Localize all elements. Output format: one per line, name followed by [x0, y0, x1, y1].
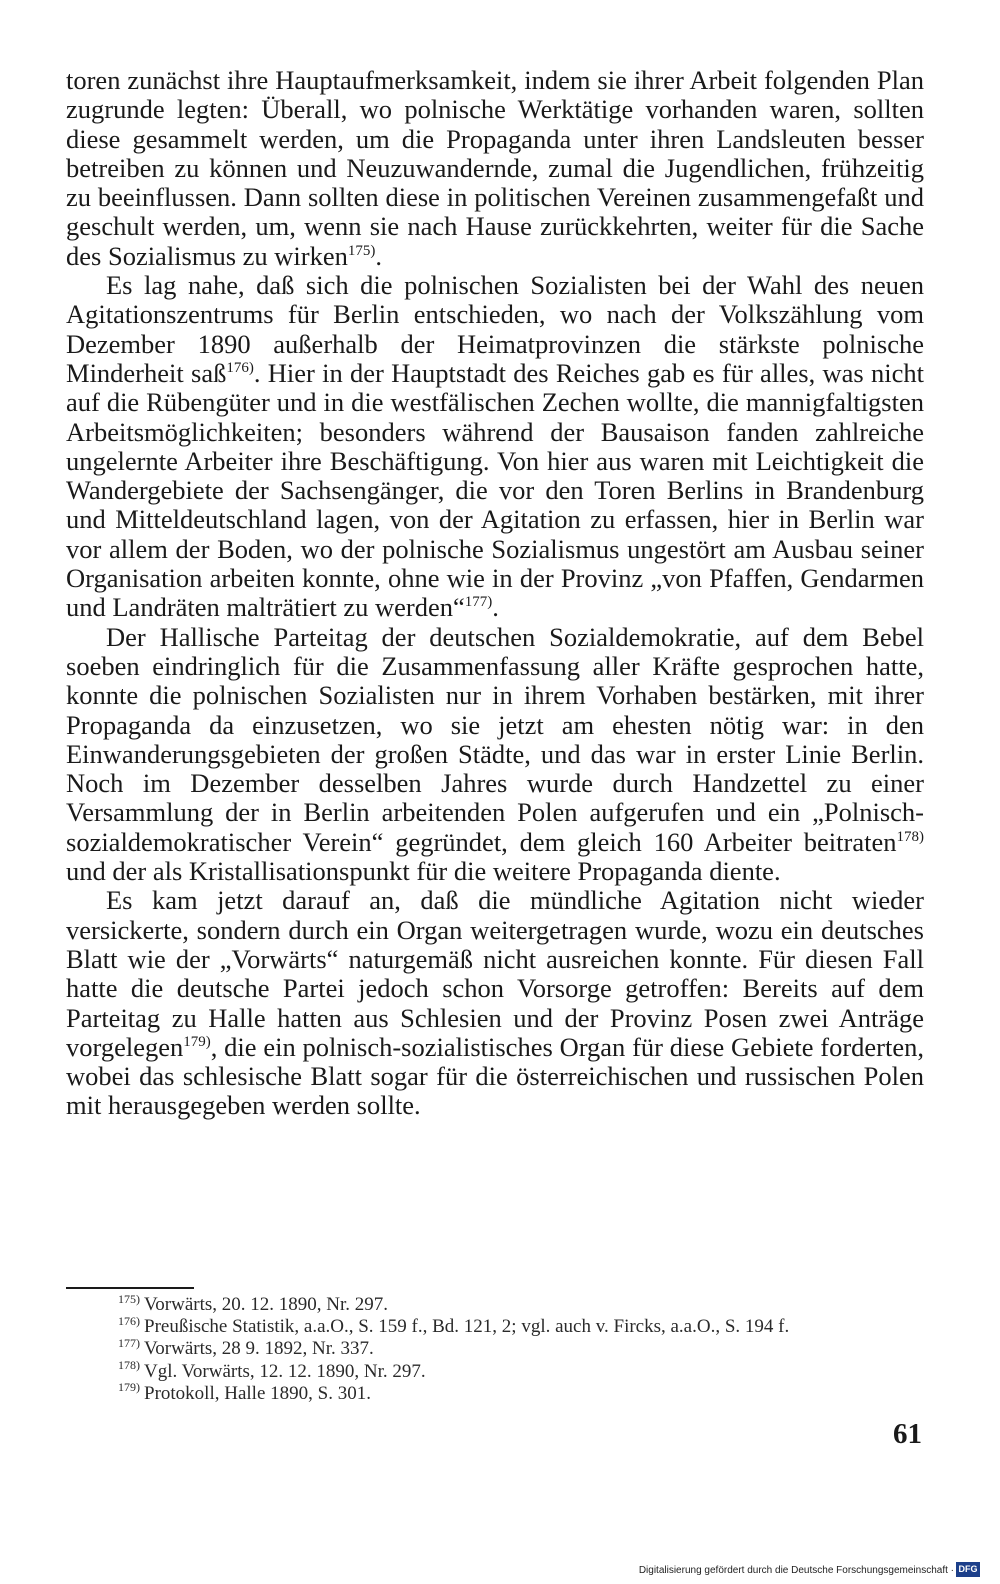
footnote-175 — [66, 1291, 924, 1316]
footnote-ref-178[interactable]: 178) — [896, 828, 924, 845]
footnotes — [66, 1291, 924, 1405]
paragraph-text: Der Hallische Parteitag der deutschen Sozialdemokratie, auf dem Bebel soeben eindringlich für die Zusammenfassung aller Kräfte gesprochen hatte, konnte die polnischen Sozialisten nur in ihrem Vorhaben bestärken, mit ihrer Propaganda da einzusetzen, wo sie jetzt am ehesten nötig war: in den Einwanderungsgebieten der großen Städte, und das war in erster Linie Berlin. Noch im Dezember desselben Jahres wurde durch Handzettel zu einer Versammlung der in Berlin arbeitenden Polen aufgerufen und ein „Polnisch-sozialdemokratischer Verein“ gegründet, dem gleich 160 Arbeiter beitraten — [66, 621, 924, 857]
paragraph-tail: . Hier in der Hauptstadt des Reiches gab es für alles, was nicht auf die Rübengüter und in die westfälischen Zechen wollte, die mannigfaltigsten Arbeitsmöglichkeiten; besonders während der Bausaison fanden zahlreiche ungelernte Arbeiter ihre Beschäftigung. Von hier aus waren mit Leichtigkeit die Wandergebiete der Sachsengänger, die vor den Toren Berlins in Brandenburg und Mitteldeutschland lagen, von der Agitation zu erfassen, hier in Berlin war vor allem der Boden, wo der polnische Sozialismus ungestört am Ausbau seiner Organisation arbeiten konnte, ohne wie in der Provinz „von Pfaffen, Gendarmen und Landräten malträtiert zu werden“ — [66, 357, 924, 623]
paragraph-text: Es kam jetzt darauf an, daß die mündliche Agitation nicht wieder versickerte, sondern durch ein Organ weitergetragen wurde, wozu ein deutsches Blatt wie der „Vorwärts“ naturgemäß nicht ausreichen konnte. Für diesen Fall hatte die deutsche Partei jedoch schon Vorsorge getroffen: Bereits auf dem Parteitag zu Halle hatten aus Schlesien und der Provinz Posen zwei Anträge vorgelegen — [66, 885, 924, 1062]
footnote-text: Vgl. Vorwärts, 12. 12. 1890, Nr. 297. — [144, 1360, 426, 1382]
paragraph-4 — [66, 886, 924, 1120]
footnote-text: Protokoll, Halle 1890, S. 301. — [144, 1382, 371, 1404]
paragraph-text: toren zunächst ihre Hauptaufmerksamkeit, indem sie ihrer Arbeit folgenden Plan zugrunde legten: Überall, wo polnische Werktätige vorhanden waren, sollten diese gesammelt werden, um die Propaganda unter ihren Landsleuten besser betreiben zu können und Neuzuwandernde, zumal die Jugendlichen, frühzeitig zu beeinflussen. Dann sollten diese in politischen Vereinen zusammengefaßt und geschult werden, um, wenn sie nach Hause zurückkehrten, weiter für die Sache des Sozialismus zu wirken — [66, 65, 924, 271]
footnote-178 — [66, 1358, 924, 1383]
footnote-number: 178) — [118, 1358, 140, 1373]
footnote-177 — [66, 1338, 924, 1360]
footnote-179 — [66, 1380, 924, 1405]
dfg-logo: DFG — [956, 1562, 980, 1577]
footnote-ref-176[interactable]: 176) — [226, 360, 254, 377]
footnote-ref-177[interactable]: 177) — [464, 594, 493, 611]
footnote-separator — [66, 1287, 194, 1289]
footnote-number: 175) — [118, 1291, 140, 1306]
footnote-ref-179[interactable]: 179) — [183, 1033, 211, 1050]
paragraph-text: Es lag nahe, daß sich die polnischen Sozialisten bei der Wahl des neuen Agitationszentrums für Berlin entschieden, wo nach der Volkszählung vom Dezember 1890 außerhalb der Heimatprovinzen die stärkste polnische Minderheit saß — [66, 270, 924, 388]
paragraph-tail: . — [375, 240, 383, 271]
body-text — [66, 66, 924, 1121]
footnote-text: Vorwärts, 28 9. 1892, Nr. 337. — [144, 1338, 374, 1360]
footnote-176 — [66, 1313, 924, 1338]
footnote-text: Vorwärts, 20. 12. 1890, Nr. 297. — [144, 1294, 389, 1315]
paragraph-tail: , die ein polnisch-sozialistisches Organ für diese Gebiete forderten, wobei das schlesische Blatt sogar für die österreichischen und russischen Polen mit herausgegeben werden sollte. — [66, 1031, 924, 1121]
page-number: 61 — [893, 1418, 922, 1450]
paragraph-tail-2: . — [492, 592, 499, 623]
footnote-number: 176) — [118, 1313, 140, 1328]
paragraph-tail: und der als Kristallisationspunkt für die weitere Propaganda diente. — [66, 856, 781, 887]
footnote-ref-175[interactable]: 175) — [347, 242, 376, 259]
footnote-text: Preußische Statistik, a.a.O., S. 159 f., Bd. 121, 2; vgl. auch v. Fircks, a.a.O., S. 194 f. — [144, 1316, 790, 1338]
footnote-number: 177) — [118, 1336, 140, 1351]
paragraph-3 — [66, 623, 924, 887]
footnote-number: 179) — [118, 1380, 140, 1395]
paragraph-1 — [66, 66, 924, 271]
digitization-note: Digitalisierung gefördert durch die Deutsche Forschungsgemeinschaft · — [638, 1565, 954, 1576]
paragraph-2 — [66, 271, 924, 623]
